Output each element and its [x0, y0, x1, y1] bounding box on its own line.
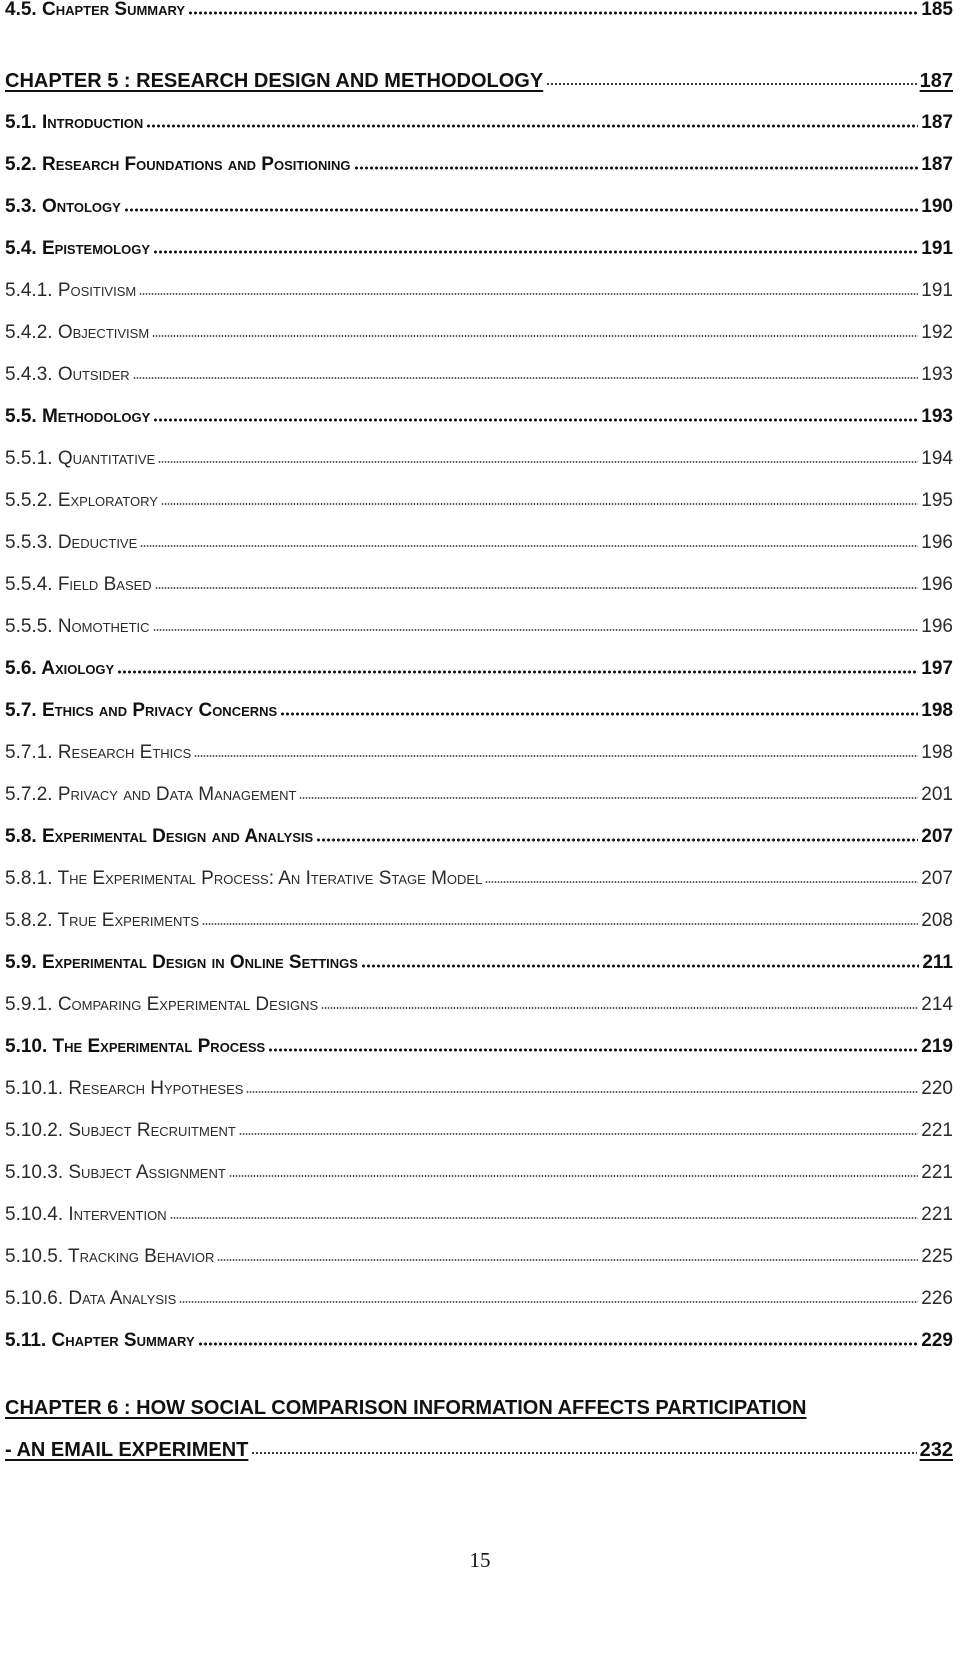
toc-dot-leader: [133, 375, 919, 381]
toc-entry[interactable]: [5, 1114, 953, 1142]
toc-entry[interactable]: [5, 316, 953, 344]
toc-entry[interactable]: [5, 694, 953, 722]
toc-entry-label: 5.9.1. Comparing Experimental Designs: [5, 994, 319, 1015]
toc-entry[interactable]: [5, 484, 953, 512]
toc-entry-page: 191: [921, 280, 953, 301]
toc-entry-label: 5.3. Ontology: [5, 196, 121, 217]
toc-entry-label: 5.4.2. Objectivism: [5, 322, 150, 343]
toc-entry-label: 5.4. Epistemology: [5, 238, 150, 259]
toc-entry[interactable]: [5, 778, 953, 806]
toc-entry-label: 5.2. Research Foundations and Positioning: [5, 154, 351, 175]
toc-entry-page: 187: [921, 154, 953, 175]
toc-entry-label: 5.10. The Experimental Process: [5, 1036, 266, 1057]
toc-entry[interactable]: [5, 1072, 953, 1100]
toc-entry[interactable]: [5, 1324, 953, 1352]
toc-entry[interactable]: [5, 274, 953, 302]
toc-chapter-entry[interactable]: [5, 1391, 953, 1419]
toc-entry[interactable]: [5, 904, 953, 932]
toc-dot-leader: [280, 711, 918, 717]
toc-entry[interactable]: [5, 148, 953, 176]
toc-entry-label: 5.10.4. Intervention: [5, 1204, 167, 1225]
toc-entry-page: 221: [921, 1120, 953, 1141]
toc-entry[interactable]: [5, 862, 953, 890]
toc-dot-leader: [153, 249, 918, 255]
toc-entry-page: 196: [921, 532, 953, 553]
toc-entry-page: 193: [921, 364, 953, 385]
toc-dot-leader: [485, 879, 918, 885]
toc-dot-leader: [251, 1450, 916, 1456]
toc-dot-leader: [198, 1341, 919, 1347]
toc-entry[interactable]: [5, 400, 953, 428]
toc-entry-page: 232: [919, 1439, 953, 1461]
toc-entry[interactable]: [5, 652, 953, 680]
toc-entry[interactable]: [5, 820, 953, 848]
toc-chapter-entry[interactable]: [5, 1433, 953, 1461]
toc-dot-leader: [139, 291, 918, 297]
toc-entry-page: 214: [921, 994, 953, 1015]
toc-dot-leader: [188, 10, 918, 16]
toc-entry-page: 221: [921, 1204, 953, 1225]
toc-dot-leader: [194, 753, 918, 759]
toc-entry-label: 4.5. Chapter Summary: [5, 0, 186, 20]
toc-dot-leader: [153, 627, 919, 633]
toc-entry-label: 5.10.1. Research Hypotheses: [5, 1078, 244, 1099]
toc-entry[interactable]: [5, 358, 953, 386]
toc-entry-label: 5.7.2. Privacy and Data Management: [5, 784, 297, 805]
toc-entry-label: 5.5.1. Quantitative: [5, 448, 156, 469]
toc-entry-page: 187: [919, 70, 953, 92]
toc-entry-label: 5.10.5. Tracking Behavior: [5, 1246, 215, 1267]
toc-dot-leader: [158, 459, 918, 465]
toc-entry-label: 5.5.5. Nomothetic: [5, 616, 150, 637]
toc-entry-page: 191: [921, 238, 953, 259]
toc-entry-label: 5.5.2. Exploratory: [5, 490, 158, 511]
toc-dot-leader: [179, 1299, 918, 1305]
toc-entry-label: 5.10.3. Subject Assignment: [5, 1162, 226, 1183]
toc-dot-leader: [361, 963, 919, 969]
toc-entry[interactable]: [5, 946, 953, 974]
page-number: 15: [469, 1548, 491, 1572]
toc-entry[interactable]: [5, 106, 953, 134]
toc-entry[interactable]: [5, 190, 953, 218]
toc-entry-label: CHAPTER 5 : RESEARCH DESIGN AND METHODOLOGY: [5, 70, 544, 92]
toc-dot-leader: [546, 81, 916, 87]
toc-entry[interactable]: [5, 526, 953, 554]
toc-entry-label: 5.4.1. Positivism: [5, 280, 137, 301]
toc-entry[interactable]: [5, 1198, 953, 1226]
toc-dot-leader: [155, 585, 919, 591]
toc-entry-page: 226: [921, 1288, 953, 1309]
toc-entry-page: 198: [921, 700, 953, 721]
toc-entry-page: 190: [921, 196, 953, 217]
toc-entry-page: 187: [921, 112, 953, 133]
toc-entry[interactable]: [5, 568, 953, 596]
toc-entry-page: 211: [922, 952, 953, 973]
toc-dot-leader: [117, 669, 918, 675]
toc-entry-label: 5.6. Axiology: [5, 658, 115, 679]
toc-entry[interactable]: [5, 1282, 953, 1310]
toc-entry-label: 5.5.4. Field Based: [5, 574, 152, 595]
toc-dot-leader: [153, 417, 918, 423]
toc-entry-label: 5.7.1. Research Ethics: [5, 742, 192, 763]
toc-dot-leader: [316, 837, 918, 843]
toc-entry-page: 185: [921, 0, 953, 20]
toc-dot-leader: [170, 1215, 919, 1221]
toc-dot-leader: [217, 1257, 918, 1263]
toc-entry[interactable]: [5, 988, 953, 1016]
toc-entry[interactable]: [5, 1030, 953, 1058]
toc-entry-page: 198: [921, 742, 953, 763]
toc-entry-label: 5.8.1. The Experimental Process: An Iterative Stage Model: [5, 868, 483, 889]
toc-entry-label: 5.11. Chapter Summary: [5, 1330, 195, 1351]
toc-dot-leader: [246, 1089, 918, 1095]
toc-entry-page: 195: [921, 490, 953, 511]
toc-entry-label: 5.5. Methodology: [5, 406, 151, 427]
toc-dot-leader: [202, 921, 918, 927]
toc-dot-leader: [229, 1173, 918, 1179]
toc-entry-page: 207: [921, 868, 953, 889]
toc-entry-page: 201: [921, 784, 953, 805]
toc-entry-label: 5.5.3. Deductive: [5, 532, 138, 553]
toc-entry-label: 5.1. Introduction: [5, 112, 144, 133]
toc-chapter-entry[interactable]: [5, 64, 953, 92]
toc-entry-label: - AN EMAIL EXPERIMENT: [5, 1439, 249, 1461]
toc-entry-label: 5.8.2. True Experiments: [5, 910, 199, 931]
toc-dot-leader: [140, 543, 918, 549]
toc-entry[interactable]: [5, 442, 953, 470]
toc-entry-page: 197: [921, 658, 953, 679]
toc-dot-leader: [146, 123, 918, 129]
toc-entry[interactable]: [5, 0, 953, 21]
toc-entry-label: 5.8. Experimental Design and Analysis: [5, 826, 314, 847]
toc-entry-page: 225: [921, 1246, 953, 1267]
toc-entry-page: 192: [921, 322, 953, 343]
toc-entry-page: 219: [921, 1036, 953, 1057]
toc-entry[interactable]: [5, 232, 953, 260]
toc-entry[interactable]: [5, 1240, 953, 1268]
toc-entry[interactable]: [5, 736, 953, 764]
toc-dot-leader: [239, 1131, 918, 1137]
toc-dot-leader: [354, 165, 919, 171]
toc-entry-page: 207: [921, 826, 953, 847]
toc-entry-label: 5.4.3. Outsider: [5, 364, 130, 385]
toc-entry-page: 193: [921, 406, 953, 427]
toc-entry-label: 5.10.2. Subject Recruitment: [5, 1120, 236, 1141]
toc-entry-page: 208: [921, 910, 953, 931]
toc-entry[interactable]: [5, 1156, 953, 1184]
toc-dot-leader: [152, 333, 918, 339]
toc-entry-label: 5.10.6. Data Analysis: [5, 1288, 177, 1309]
toc-entry[interactable]: [5, 610, 953, 638]
toc-entry-page: 196: [921, 616, 953, 637]
toc-entry-label: 5.9. Experimental Design in Online Settings: [5, 952, 358, 973]
toc-entry-page: 196: [921, 574, 953, 595]
toc-entry-page: 220: [921, 1078, 953, 1099]
toc-dot-leader: [321, 1005, 918, 1011]
toc-dot-leader: [161, 501, 918, 507]
toc-entry-label: CHAPTER 6 : HOW SOCIAL COMPARISON INFORMATION AFFECTS PARTICIPATION: [5, 1397, 807, 1419]
toc-entry-label: 5.7. Ethics and Privacy Concerns: [5, 700, 278, 721]
toc-dot-leader: [299, 795, 918, 801]
toc-dot-leader: [124, 207, 919, 213]
toc-entry-page: 194: [921, 448, 953, 469]
toc-entry-page: 221: [921, 1162, 953, 1183]
toc-dot-leader: [268, 1047, 918, 1053]
toc-entry-page: 229: [921, 1330, 953, 1351]
